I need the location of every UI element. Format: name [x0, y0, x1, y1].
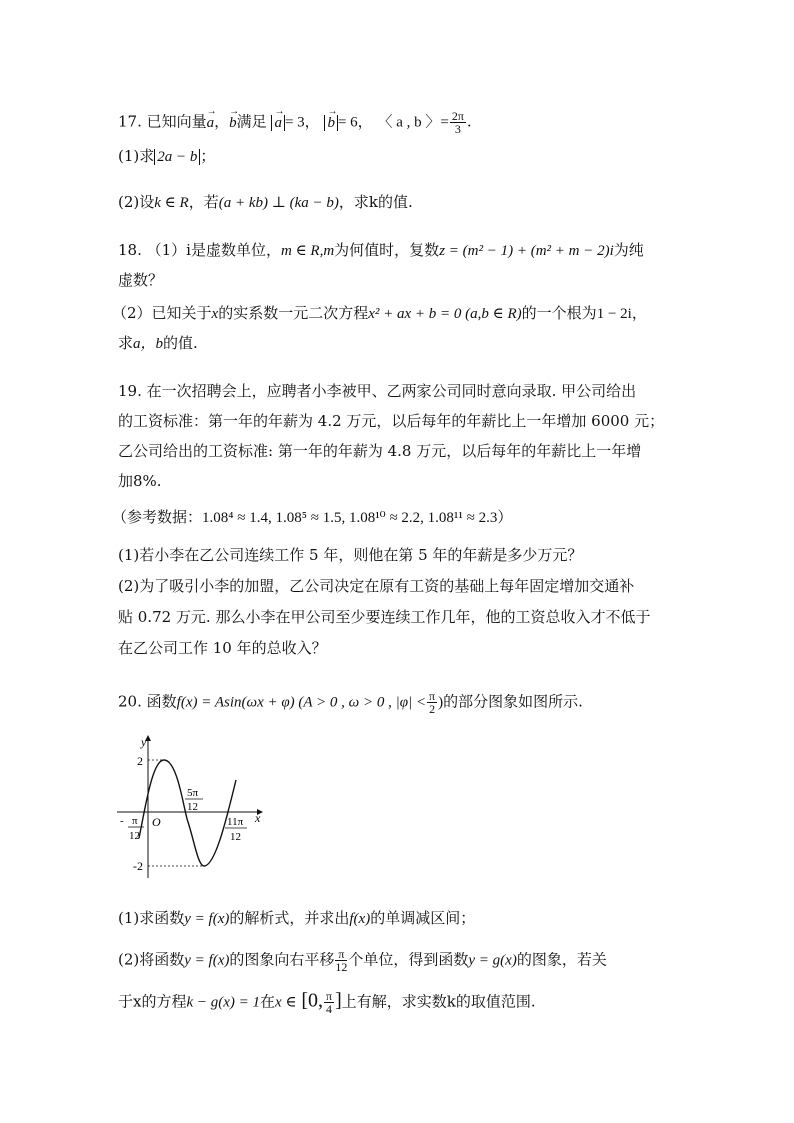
q17-p2-expr: (a + kb) ⊥ (ka − b) [218, 195, 339, 211]
function-graph [112, 730, 272, 880]
q20-number: 20. [118, 692, 142, 711]
x-axis-label: x [255, 811, 261, 825]
shift-fraction: $\frac{\pi}{12}$ [335, 947, 348, 974]
function-def: f(x) = Asin(ωx + φ) (A > 0 , ω > 0 , |φ| < [176, 694, 427, 711]
origin-label: O [152, 815, 161, 829]
q17-part2: (2)设k ∈ R，若(a + kb) ⊥ (ka − b)，求k的值. [118, 193, 413, 211]
angle-expr: 〈 a , b 〉= [377, 114, 449, 131]
q19-reference: （参考数据：1.08⁴ ≈ 1.4, 1.08⁵ ≈ 1.5, 1.08¹⁰ ≈ 2.2, 1.08¹¹ ≈ 2.3） [112, 508, 513, 526]
q20-part2-line1: (2)将函数y = f(x)的图象向右平移 $\frac{\pi}{12}$ 个单位，得到函数y = g(x)的图象，若关 [118, 947, 607, 974]
complex-z-expr: z = (m² − 1) + (m² + m − 2)i [439, 243, 614, 259]
sine-curve [139, 760, 236, 866]
phi-bound-fraction: $\frac{\pi}{2}$ [429, 689, 436, 716]
y-min-label: -2 [133, 859, 143, 873]
q19-part2-line3: 在乙公司工作 10 年的总收入？ [118, 639, 327, 657]
q19-line3: 乙公司给出的工资标准: 第一年的年薪为 4.8 万元，以后每年的年薪比上一年增 [118, 442, 642, 460]
q19-part1: (1)若小李在乙公司连续工作 5 年，则他在第 5 年的年薪是多少万元？ [118, 546, 583, 564]
tick-neg-sign: - [120, 815, 124, 827]
q17-part1: (1)求 2a − b ； [118, 147, 216, 165]
interval-fraction: $\frac{\pi}{4}$ [326, 989, 333, 1016]
tick-mid-den: 12 [187, 801, 198, 813]
q17-p1-expr: 2a − b [154, 149, 200, 165]
q18-part2: （2）已知关于x的实系数一元二次方程x² + ax + b = 0 (a,b ∈ R)的一个根为1 − 2i， [112, 304, 647, 322]
q19-part2-line1: (2)为了吸引小李的加盟，乙公司决定在原有工资的基础上每年固定增加交通补 [118, 577, 635, 595]
quadratic-eq: x² + ax + b = 0 (a,b ∈ R) [368, 306, 522, 322]
tick-mid-num: 5π [187, 787, 199, 799]
q19-line4: 加8%. [118, 472, 162, 490]
abs-b: → b [324, 115, 338, 131]
q19-line2: 的工资标准：第一年的年薪为 4.2 万元，以后每年的年薪比上一年增加 6000 元； [118, 412, 665, 430]
q18-number: 18. [118, 241, 142, 259]
q17-line1: 17. 已知向量→ a，→ b满足 → a = 3， → b = 6， 〈 a , b 〉= $\frac{2\pi}{3}$ . [118, 110, 472, 135]
abs-a: → a [271, 115, 285, 131]
y-max-label: 2 [137, 754, 143, 768]
q18-part2-line2: 求a，b的值. [118, 334, 198, 352]
q19-line1: 19. 在一次招聘会上，应聘者小李被甲、乙两家公司同时意向录取. 甲公司给出 [118, 382, 637, 400]
q17-number: 17. [118, 112, 142, 131]
tick-right-num: 11π [227, 816, 244, 828]
q19-part2-line2: 贴 0.72 万元. 那么小李在甲公司至少要连续工作几年，他的工资总收入才不低于 [118, 608, 651, 626]
q18-line1: 18. （1）i是虚数单位，m ∈ R,m为何值时，复数z = (m² − 1) + (m² + m − 2)i为纯 [118, 241, 644, 259]
q18-line2: 虚数？ [118, 271, 164, 289]
q20-part1: (1)求函数y = f(x)的解析式，并求出f(x)的单调减区间； [118, 909, 476, 927]
q20-part2-line2: 于x的方程k − g(x) = 1在x ∈ [0, $\frac{\pi}{4}$ ]上有解，求实数k的取值范围. [118, 989, 536, 1016]
y-axis-label: y [141, 735, 147, 749]
tick-neg-num: π [132, 815, 138, 827]
tick-right-den: 12 [230, 831, 241, 843]
angle-fraction: $\frac{2\pi}{3}$ [451, 109, 464, 136]
tick-neg-den: 12 [129, 830, 140, 842]
q20-line1: 20. 函数f(x) = Asin(ωx + φ) (A > 0 , ω > 0 , |φ| < $\frac{\pi}{2}$ )的部分图象如图所示. [118, 689, 583, 716]
reference-data: 1.08⁴ ≈ 1.4, 1.08⁵ ≈ 1.5, 1.08¹⁰ ≈ 2.2, 1.08¹¹ ≈ 2.3 [202, 510, 498, 526]
